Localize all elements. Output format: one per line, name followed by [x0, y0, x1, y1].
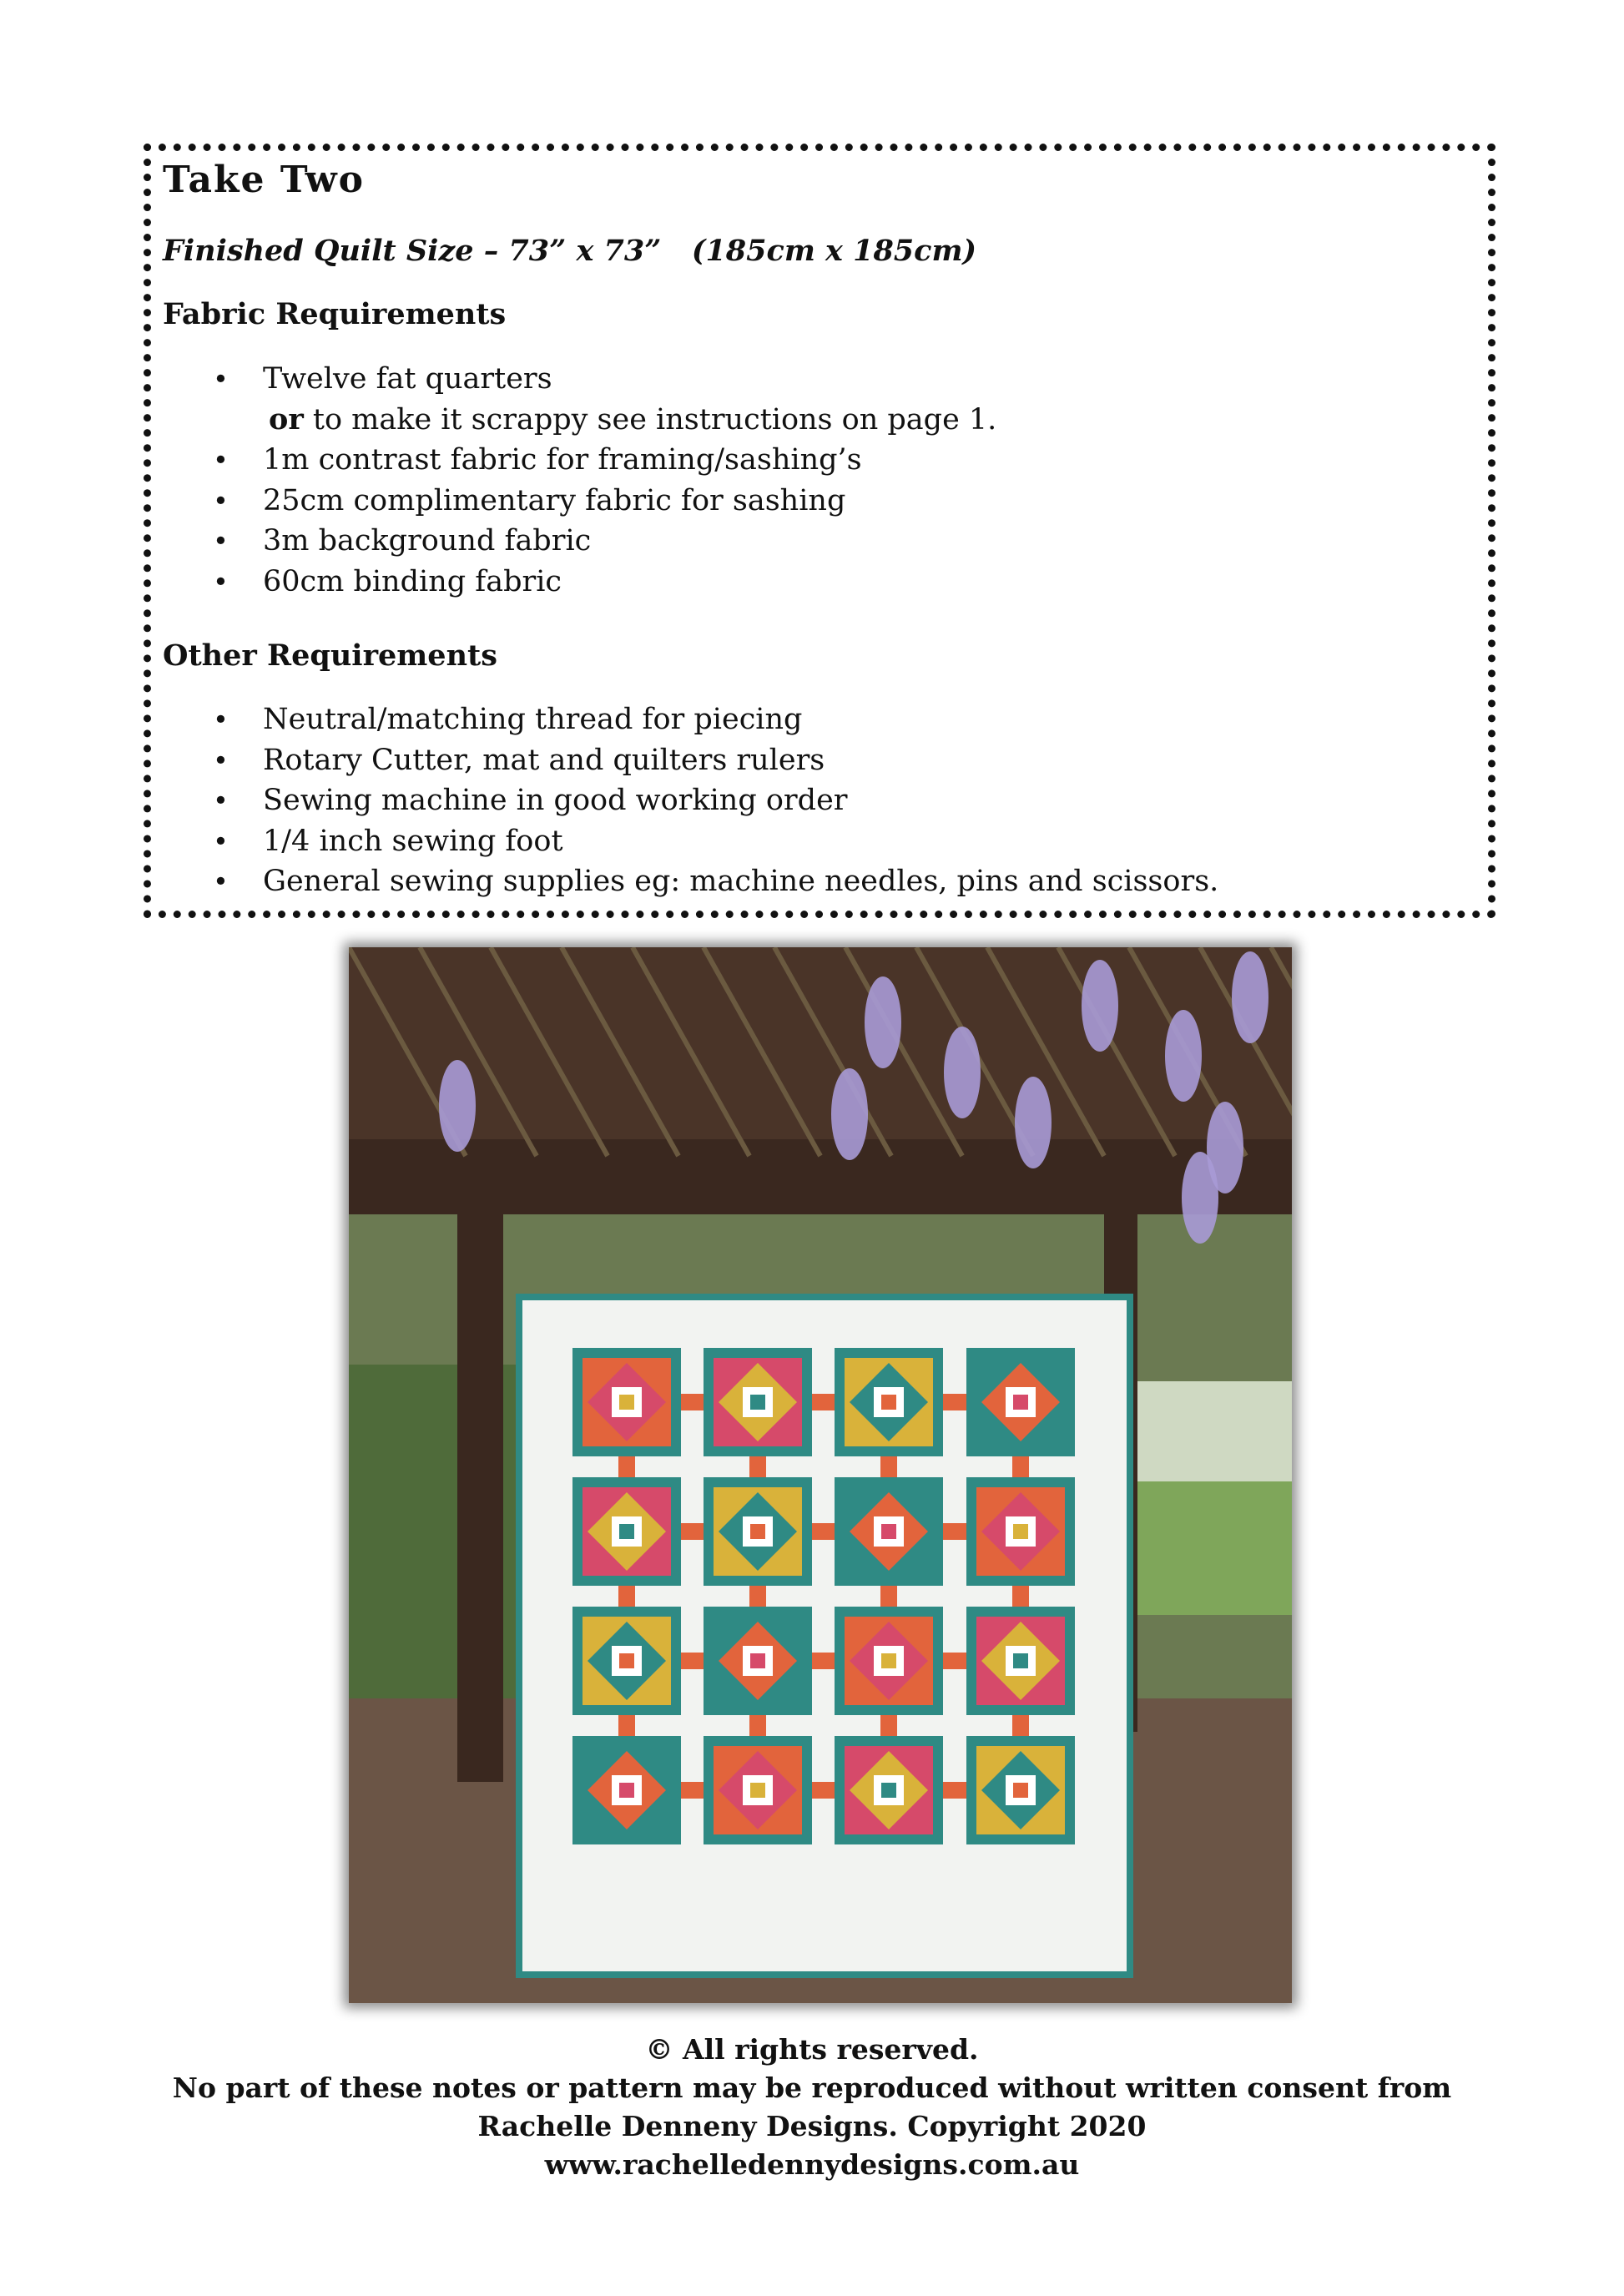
pergola-roof	[349, 947, 1292, 1164]
list-item: • General sewing supplies eg: machine needles, pins and scissors.	[213, 861, 1218, 902]
quilt-block-centre-square	[750, 1524, 765, 1539]
list-item: • 3m background fabric	[213, 521, 996, 562]
wisteria-cluster	[865, 976, 901, 1068]
fabric-requirements-heading: Fabric Requirements	[163, 297, 507, 331]
quilt-block-centre-square	[619, 1783, 634, 1798]
quilt-block-centre-square	[750, 1653, 765, 1668]
bullet-icon: •	[213, 444, 229, 476]
list-item: • 1m contrast fabric for framing/sashing’s	[213, 440, 996, 481]
quilt-block-centre-square	[881, 1524, 896, 1539]
other-requirements-list	[213, 699, 1218, 902]
bullet-icon: •	[213, 704, 229, 735]
list-item: • 60cm binding fabric	[213, 562, 996, 603]
quilt-block-centre-square	[619, 1653, 634, 1668]
wisteria-cluster	[944, 1027, 981, 1118]
quilt-block-centre-square	[1013, 1524, 1028, 1539]
quilt-block-centre-square	[881, 1783, 896, 1798]
list-item: • Rotary Cutter, mat and quilters rulers	[213, 740, 1218, 781]
quilt-block-centre-square	[1013, 1783, 1028, 1798]
bullet-icon: •	[213, 744, 229, 776]
bullet-icon: •	[213, 525, 229, 557]
bullet-icon: •	[213, 785, 229, 816]
wisteria-cluster	[1182, 1152, 1218, 1244]
lawn	[1117, 1481, 1292, 1615]
finished-quilt-size: Finished Quilt Size – 73” x 73” (185cm x 185cm)	[163, 234, 977, 268]
quilt	[516, 1294, 1133, 1978]
wisteria-cluster	[1015, 1077, 1052, 1168]
bullet-icon: •	[213, 565, 229, 598]
quilt-block-centre-square	[750, 1395, 765, 1410]
reproduction-notice: No part of these notes or pattern may be reproduced without written consent from	[172, 2071, 1452, 2104]
quilt-block-centre-square	[1013, 1395, 1028, 1410]
pergola-post	[457, 1198, 503, 1782]
wisteria-cluster	[439, 1060, 476, 1152]
list-item: • Neutral/matching thread for piecing	[213, 699, 1218, 740]
fabric-requirements-list	[213, 359, 996, 602]
list-item: • Sewing machine in good working order	[213, 780, 1218, 821]
quilt-block-centre-square	[619, 1395, 634, 1410]
bullet-icon: •	[213, 825, 229, 857]
list-item: • Twelve fat quarters	[213, 359, 996, 400]
list-item-continuation: or to make it scrappy see instructions on page 1.	[269, 401, 997, 436]
wisteria-cluster	[1165, 1010, 1202, 1102]
copyright-notice: © All rights reserved.	[645, 2033, 979, 2066]
bullet-icon: •	[213, 865, 229, 897]
website-link[interactable]: www.rachelledennydesigns.com.au	[544, 2148, 1080, 2181]
quilt-photo-illustration	[349, 947, 1292, 2003]
quilt-block-centre-square	[881, 1653, 896, 1668]
wisteria-cluster	[831, 1068, 868, 1160]
wisteria-cluster	[1082, 960, 1118, 1052]
list-item: • 1/4 inch sewing foot	[213, 821, 1218, 862]
bullet-icon: •	[213, 363, 229, 395]
list-item: • 25cm complimentary fabric for sashing	[213, 481, 996, 522]
copyright-holder: Rachelle Denneny Designs. Copyright 2020	[477, 2110, 1147, 2142]
wisteria-cluster	[1232, 951, 1268, 1043]
other-requirements-heading: Other Requirements	[163, 638, 497, 673]
page-title: Take Two	[163, 159, 365, 201]
quilt-block-centre-square	[619, 1524, 634, 1539]
bullet-icon: •	[213, 484, 229, 517]
quilt-block-centre-square	[1013, 1653, 1028, 1668]
quilt-block-centre-square	[881, 1395, 896, 1410]
quilt-block-centre-square	[750, 1783, 765, 1798]
quilt-photo	[349, 947, 1292, 2003]
